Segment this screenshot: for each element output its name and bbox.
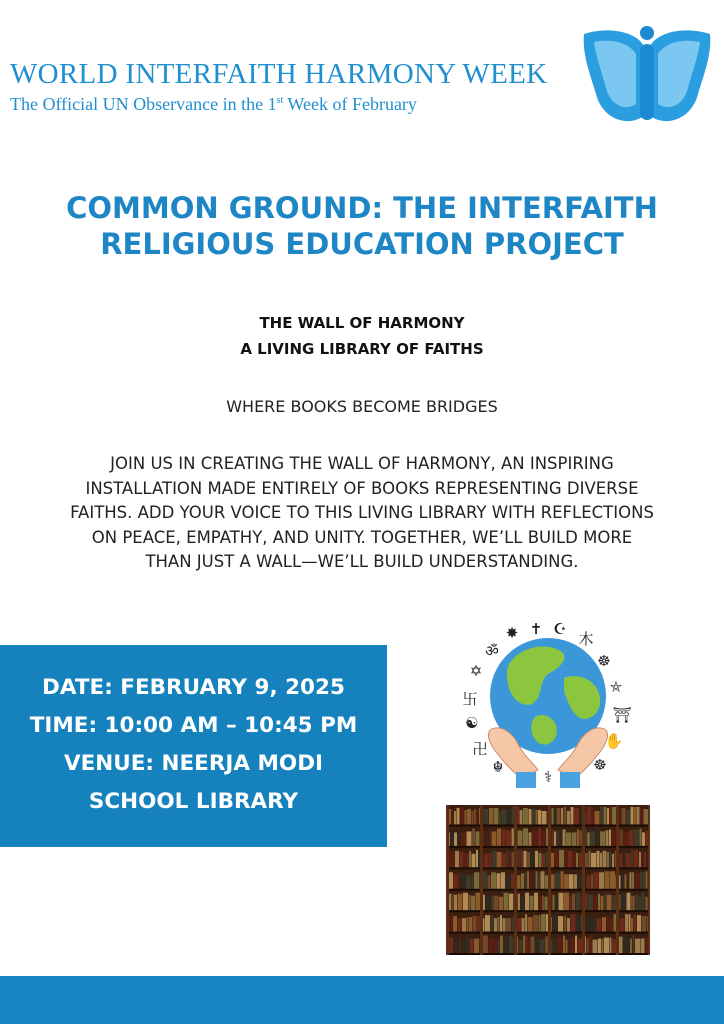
main-title [0, 190, 724, 262]
subtitle-sup: st [276, 95, 284, 106]
event-info-text [0, 669, 387, 821]
subheading-line1: THE WALL OF HARMONY [259, 314, 465, 332]
header-subtitle [10, 94, 417, 115]
event-date: DATE: FEBRUARY 9, 2025 [42, 675, 345, 700]
svg-text:木: 木 [578, 630, 594, 648]
event-info-box [0, 645, 387, 847]
svg-text:卍: 卍 [472, 740, 488, 758]
svg-text:☬: ☬ [492, 758, 504, 776]
svg-text:✸: ✸ [505, 624, 519, 642]
svg-text:⚕: ⚕ [543, 768, 553, 786]
event-venue-line2: SCHOOL LIBRARY [88, 789, 299, 814]
svg-text:☯: ☯ [465, 714, 479, 732]
svg-text:✡: ✡ [469, 662, 483, 680]
svg-text:ॐ: ॐ [485, 642, 499, 660]
subtitle-post: Week of February [283, 94, 417, 114]
subheading [0, 310, 724, 362]
body-line: ON PEACE, EMPATHY, AND UNITY. TOGETHER, WE’LL BUILD MORE [91, 527, 633, 547]
svg-text:☸: ☸ [597, 652, 611, 670]
header-title: WORLD INTERFAITH HARMONY WEEK [10, 58, 548, 90]
svg-text:☪: ☪ [553, 620, 567, 638]
svg-text:卐: 卐 [462, 690, 478, 708]
body-line: INSTALLATION MADE ENTIRELY OF BOOKS REPRESENTING DIVERSE [85, 478, 639, 498]
tagline: WHERE BOOKS BECOME BRIDGES [226, 397, 498, 416]
svg-text:✋: ✋ [604, 732, 624, 750]
main-title-line1: COMMON GROUND: THE INTERFAITH [66, 191, 658, 225]
subheading-line2: A LIVING LIBRARY OF FAITHS [240, 340, 484, 358]
event-venue-line1: VENUE: NEERJA MODI [63, 751, 324, 776]
interfaith-logo-icon [580, 24, 714, 128]
svg-text:✝: ✝ [529, 620, 543, 638]
svg-text:⛤: ⛤ [609, 678, 623, 696]
event-time: TIME: 10:00 AM – 10:45 PM [29, 713, 358, 738]
body-line: THAN JUST A WALL—WE’LL BUILD UNDERSTANDING. [145, 552, 579, 571]
footer-bar [0, 976, 724, 1024]
svg-text:⛩: ⛩ [612, 706, 632, 724]
subtitle-pre: The Official UN Observance in the 1 [10, 94, 277, 114]
svg-text:☸: ☸ [593, 756, 607, 774]
main-title-line2: RELIGIOUS EDUCATION PROJECT [100, 227, 624, 261]
body-paragraph [4, 452, 720, 575]
globe-religious-symbols-icon [452, 612, 640, 790]
bookshelf-image [446, 805, 650, 955]
body-line: FAITHS. ADD YOUR VOICE TO THIS LIVING LIBRARY WITH REFLECTIONS [70, 503, 654, 522]
body-line: JOIN US IN CREATING THE WALL OF HARMONY, AN INSPIRING [110, 454, 614, 473]
